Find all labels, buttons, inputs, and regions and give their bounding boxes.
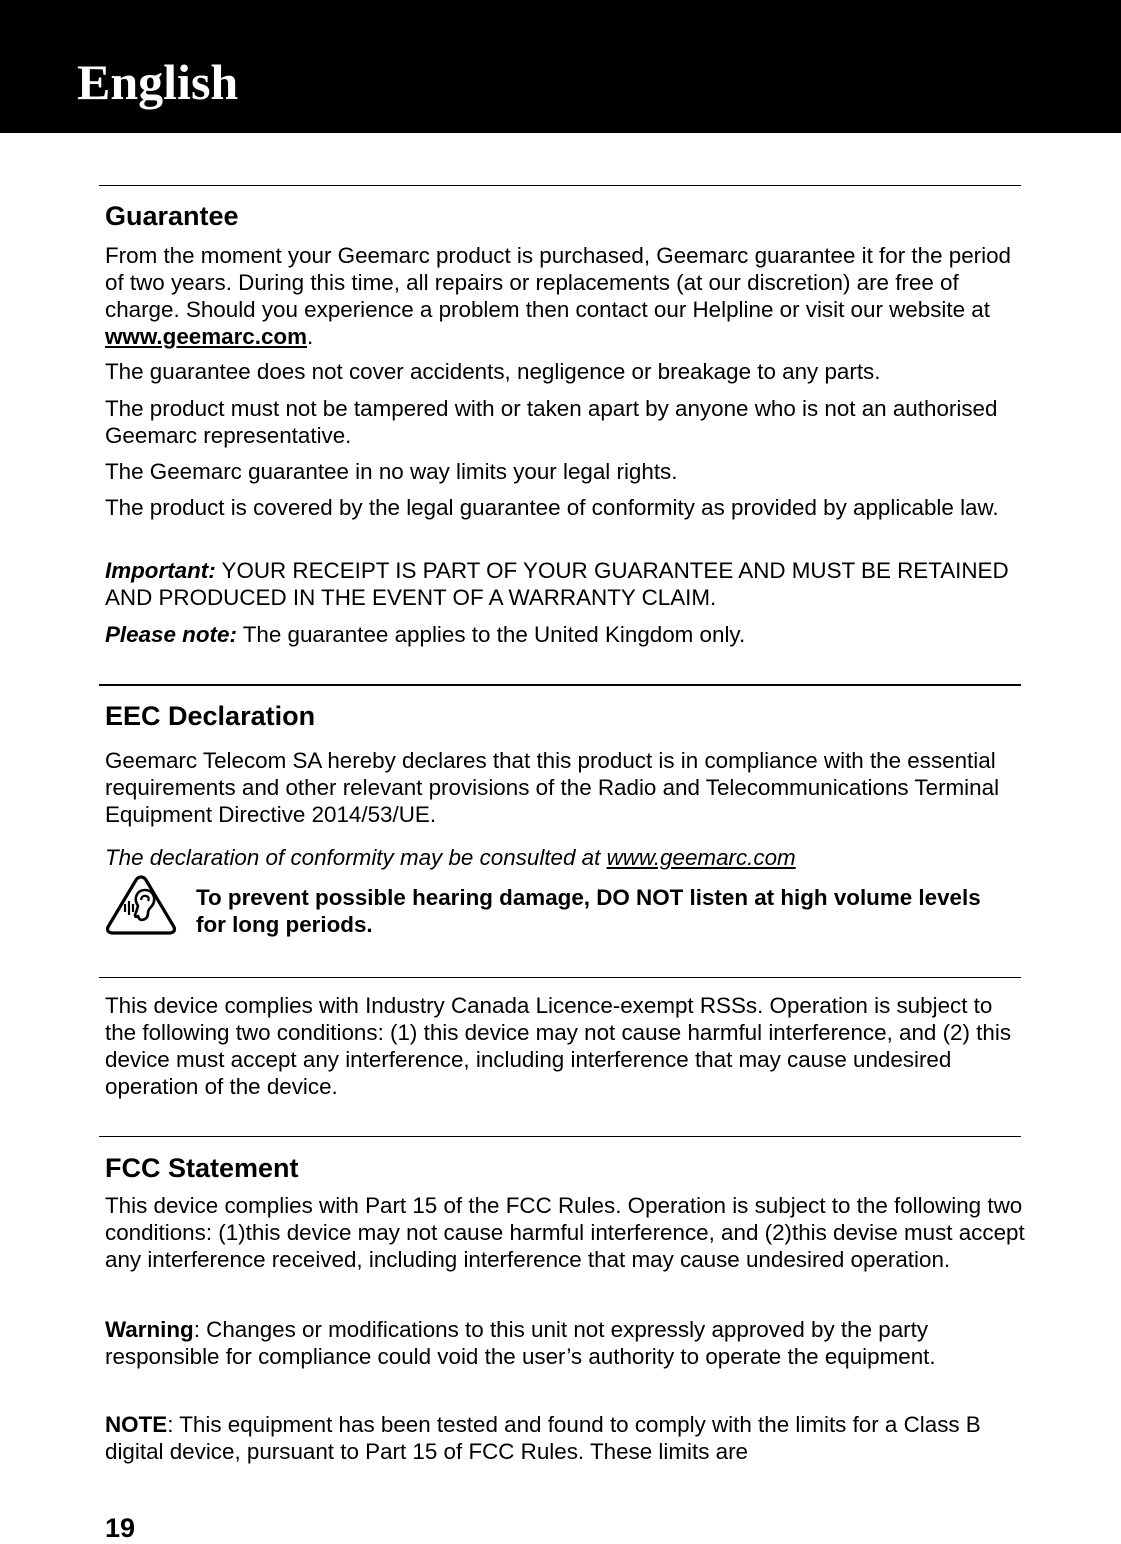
section-divider bbox=[99, 684, 1021, 686]
guarantee-please-note: Please note: The guarantee applies to the United Kingdom only. bbox=[105, 622, 746, 647]
guarantee-heading: Guarantee bbox=[105, 201, 239, 231]
guarantee-paragraph-conformity: The product is covered by the legal guarantee of conformity as provided by applicable law. bbox=[105, 495, 999, 520]
language-header-band bbox=[0, 0, 1121, 133]
please-note-label: Please note: bbox=[105, 622, 237, 647]
section-divider bbox=[99, 977, 1021, 978]
fcc-warning-paragraph: Warning: Changes or modifications to this unit not expressly approved by the party responsible for compliance could void the user’s authority to operate the equipment. bbox=[105, 1317, 936, 1369]
industry-canada-paragraph: This device complies with Industry Canada Licence-exempt RSSs. Operation is subject to the following two conditions: (1) this device may not cause harmful interference, and (2) this device must accept any interference, including interference that may cause undesired operation of the device. bbox=[105, 993, 1012, 1099]
eec-conformity-paragraph: The declaration of conformity may be consulted at www.geemarc.com bbox=[105, 845, 796, 870]
hearing-damage-warning-icon bbox=[104, 872, 178, 938]
language-title: English bbox=[77, 54, 239, 110]
eec-declaration-heading: EEC Declaration bbox=[105, 701, 316, 731]
eec-declaration-paragraph: Geemarc Telecom SA hereby declares that this product is in compliance with the essential requirements and other relevant provisions of the Radio and Telecommunications Terminal Equipment Directive 2014/53/UE. bbox=[105, 748, 1000, 827]
page-number: 19 bbox=[105, 1513, 136, 1543]
guarantee-paragraph-coverage: The guarantee does not cover accidents, negligence or breakage to any parts. bbox=[105, 359, 881, 384]
guarantee-paragraph-intro: From the moment your Geemarc product is purchased, Geemarc guarantee it for the period of two years. During this time, all repairs or replacements (at our discretion) are free of charge. Should you experience a problem then contact our Helpline or visit our website at www.geemarc.com. bbox=[105, 243, 1012, 349]
geemarc-conformity-link[interactable]: www.geemarc.com bbox=[606, 845, 796, 870]
section-divider bbox=[99, 1136, 1021, 1137]
important-label: Important: bbox=[105, 558, 216, 583]
fcc-note-paragraph: NOTE: This equipment has been tested and found to comply with the limits for a Class B digital device, pursuant to Part 15 of FCC Rules. These limits are bbox=[105, 1412, 981, 1464]
section-divider bbox=[99, 185, 1021, 186]
guarantee-important-notice: Important: YOUR RECEIPT IS PART OF YOUR GUARANTEE AND MUST BE RETAINED AND PRODUCED IN THE EVENT OF A WARRANTY CLAIM. bbox=[105, 558, 1009, 610]
guarantee-paragraph-legal-rights: The Geemarc guarantee in no way limits your legal rights. bbox=[105, 459, 678, 484]
hearing-warning-text: To prevent possible hearing damage, DO NOT listen at high volume levels for long periods. bbox=[196, 885, 981, 937]
fcc-statement-heading: FCC Statement bbox=[105, 1153, 299, 1183]
geemarc-website-link[interactable]: www.geemarc.com bbox=[105, 324, 308, 349]
fcc-note-label: NOTE bbox=[105, 1412, 168, 1437]
fcc-warning-label: Warning bbox=[105, 1317, 194, 1342]
fcc-compliance-paragraph: This device complies with Part 15 of the FCC Rules. Operation is subject to the following two conditions: (1)this device may not cause harmful interference, and (2)this devise must accept any interference received, including interference that may cause undesired operation. bbox=[105, 1193, 1025, 1272]
guarantee-paragraph-tampering: The product must not be tampered with or taken apart by anyone who is not an authorised Geemarc representative. bbox=[105, 396, 998, 448]
